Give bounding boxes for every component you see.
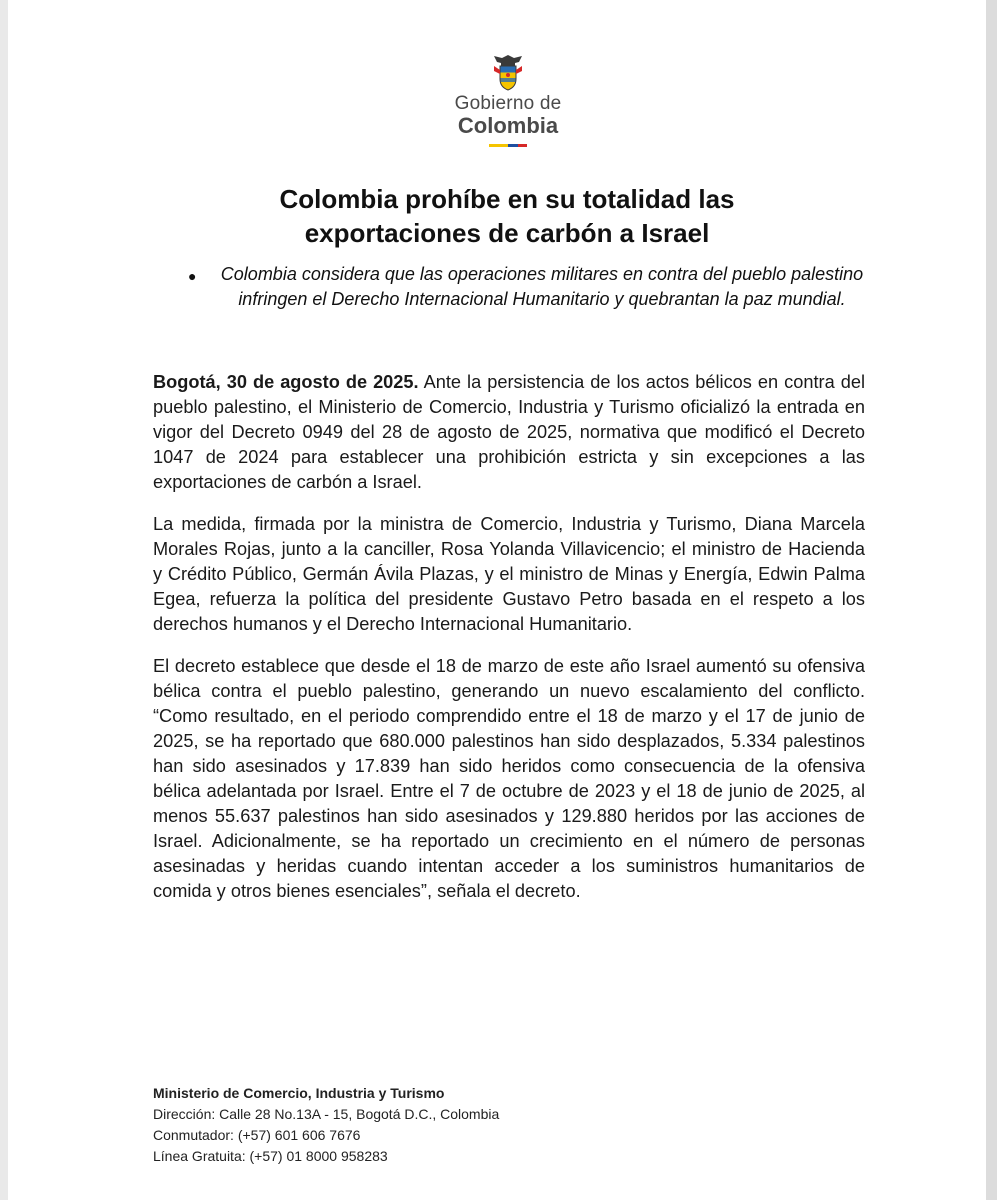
page-edge-shadow — [986, 0, 997, 1200]
flag-color-bar — [489, 144, 527, 147]
footer-address: Dirección: Calle 28 No.13A - 15, Bogotá D.C., Colombia — [153, 1106, 500, 1122]
government-logo — [448, 52, 568, 152]
footer-org: Ministerio de Comercio, Industria y Turismo — [153, 1085, 445, 1101]
paragraph-1-text: Ante la persistencia de los actos bélicos en contra del pueblo palestino, el Ministerio de Comercio, Industria y Turismo oficializó la entrada en vigor del Decreto 0949 del 28 de agosto de 2025, normativa que modificó el Decreto 1047 de 2024 para establecer una prohibición estricta y sin excepciones a las exportaciones de carbón a Israel. — [153, 372, 865, 492]
colombia-coat-of-arms-icon — [488, 52, 528, 92]
bullet-icon: ● — [188, 268, 197, 284]
paragraph-2: La medida, firmada por la ministra de Comercio, Industria y Turismo, Diana Marcela Morales Rojas, junto a la canciller, Rosa Yolanda Villavicencio; el ministro de Hacienda y Crédito Público, Germán Ávila Plazas, y el ministro de Minas y Energía, Edwin Palma Egea, refuerza la política del presidente Gustavo Petro basada en el respeto a los derechos humanos y el Derecho Internacional Humanitario. — [153, 514, 865, 634]
article-body — [153, 370, 865, 921]
title-line2: exportaciones de carbón a Israel — [304, 218, 710, 248]
summary-bullet-text: Colombia considera que las operaciones militares en contra del pueblo palestino infringen el Derecho Internacional Humanitario y quebrantan la paz mundial. — [220, 264, 864, 309]
logo-text-line2: Colombia — [457, 113, 559, 138]
page-title — [148, 182, 866, 250]
summary-bullet — [188, 262, 868, 312]
footer-contact — [153, 1083, 753, 1167]
paragraph-1 — [153, 370, 865, 495]
footer-toll-free: Línea Gratuita: (+57) 01 8000 958283 — [153, 1148, 388, 1164]
dateline: Bogotá, 30 de agosto de 2025. — [153, 372, 419, 392]
document-page — [8, 0, 986, 1200]
paragraph-3: El decreto establece que desde el 18 de marzo de este año Israel aumentó su ofensiva bélica contra el pueblo palestino, generando un nuevo escalamiento del conflicto. “Como resultado, en el periodo comprendido entre el 18 de marzo y el 17 de junio de 2025, se ha reportado que 680.000 palestinos han sido desplazados, 5.334 palestinos han sido asesinados y 17.839 han sido heridos como consecuencia de la ofensiva bélica adelantada por Israel. Entre el 7 de octubre de 2023 y el 18 de junio de 2025, al menos 55.637 palestinos han sido asesinados y 129.880 heridos por las acciones de Israel. Adicionalmente, se ha reportado un crecimiento en el número de personas asesinadas y heridas cuando intentan acceder a los suministros humanitarios de comida y otros bienes esenciales”, señala el decreto. — [153, 656, 865, 901]
title-line1: Colombia prohíbe en su totalidad las — [279, 184, 735, 214]
logo-text-line1: Gobierno de — [454, 93, 562, 114]
footer-phone: Conmutador: (+57) 601 606 7676 — [153, 1127, 361, 1143]
